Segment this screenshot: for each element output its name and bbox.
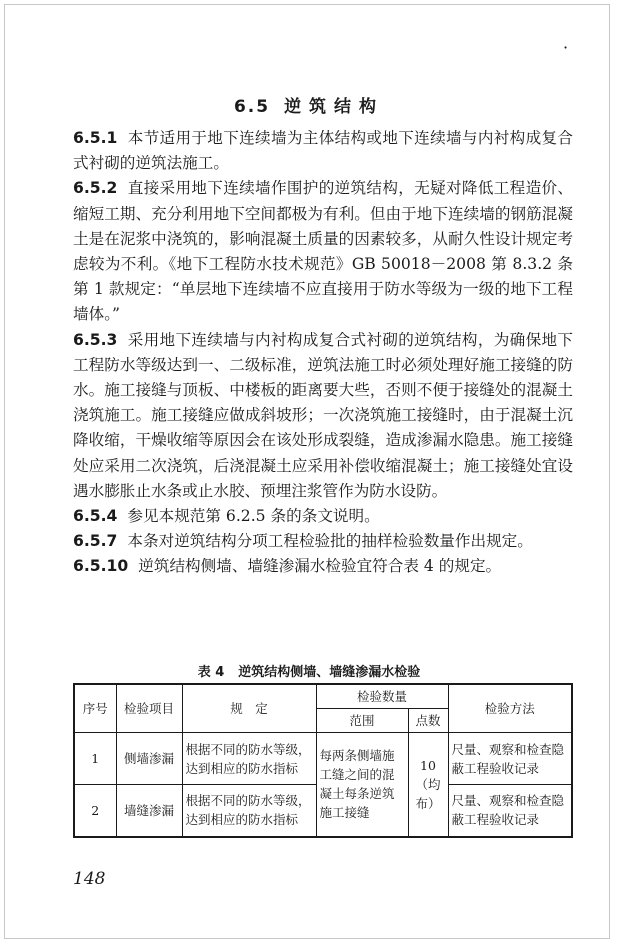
cell-item: 墙缝渗漏	[116, 785, 182, 837]
table-number: 表 4	[197, 665, 225, 680]
header-points: 点数	[408, 709, 448, 733]
cell-rule: 根据不同的防水等级，达到相应的防水指标	[182, 785, 316, 837]
table-header-row	[74, 684, 572, 709]
clause-number: 6.5.2	[73, 179, 118, 198]
header-range: 范围	[316, 709, 408, 733]
header-qty: 检验数量	[316, 684, 448, 709]
scan-mark: ·	[563, 38, 569, 57]
section-number: 6.5	[233, 97, 271, 117]
section-title: 逆筑结构	[284, 97, 385, 117]
page-number: 148	[73, 869, 106, 889]
clause-paragraph	[73, 529, 573, 554]
clause-paragraph	[73, 126, 573, 176]
clause-paragraph	[73, 504, 573, 529]
clause-number: 6.5.4	[73, 507, 118, 526]
cell-points: 10 （均布）	[408, 733, 448, 837]
cell-method: 尺量、观察和检查隐蔽工程验收记录	[448, 733, 572, 785]
cell-rule: 根据不同的防水等级，达到相应的防水指标	[182, 733, 316, 785]
clause-number: 6.5.1	[73, 129, 118, 147]
header-item: 检验项目	[116, 684, 182, 733]
table-title: 逆筑结构侧墙、墙缝渗漏水检验	[238, 665, 421, 680]
table-row	[74, 733, 572, 785]
table-caption	[0, 661, 618, 680]
clause-number: 6.5.10	[73, 557, 129, 576]
clause-text: 采用地下连续墙与内衬构成复合式衬砌的逆筑结构，为确保地下工程防水等级达到一、二级标准，逆筑法施工时必须处理好施工接缝的防水。施工接缝与顶板、中楼板的距离要大些，否则不便于接缝处的混凝土浇筑施工。施工接缝应做成斜坡形；一次浇筑施工接缝时，由于混凝土沉降收缩，干燥收缩等原因会在该处形成裂缝，造成渗漏水隐患。施工接缝处应采用二次浇筑，后浇混凝土应采用补偿收缩混凝土；施工接缝处宜设遇水膨胀止水条或止水胶、预埋注浆管作为防水设防。	[73, 330, 573, 500]
cell-method: 尺量、观察和检查隐蔽工程验收记录	[448, 785, 572, 837]
clause-text: 直接采用地下连续墙作围护的逆筑结构，无疑对降低工程造价、缩短工期、充分利用地下空间都极为有利。但由于地下连续墙的钢筋混凝土是在泥浆中浇筑的，影响混凝土质量的因素较多，从耐久性设计规定考虑较为不利。《地下工程防水技术规范》GB 50018－2008 第 8.3.2 条第 1 款规定：“单层地下连续墙不应直接用于防水等级为一级的地下工程墙体。”	[73, 179, 573, 324]
cell-item: 侧墙渗漏	[116, 733, 182, 785]
cell-seq: 1	[74, 733, 116, 785]
clause-text: 参见本规范第 6.2.5 条的条文说明。	[127, 507, 380, 526]
cell-seq: 2	[74, 785, 116, 837]
header-method: 检验方法	[448, 684, 572, 733]
inspection-table	[73, 683, 573, 838]
section-heading	[0, 92, 618, 117]
cell-range: 每两条侧墙施工缝之间的混凝土每条逆筑施工接缝	[316, 733, 408, 837]
clause-number: 6.5.3	[73, 330, 118, 349]
clause-text: 本条对逆筑结构分项工程检验批的抽样检验数量作出规定。	[127, 532, 533, 551]
header-seq: 序号	[74, 684, 116, 733]
clause-text: 本节适用于地下连续墙为主体结构或地下连续墙与内衬构成复合式衬砌的逆筑法施工。	[73, 129, 573, 173]
clause-paragraph	[73, 176, 573, 327]
clause-text: 逆筑结构侧墙、墙缝渗漏水检验宜符合表 4 的规定。	[138, 557, 502, 576]
clause-number: 6.5.7	[73, 532, 118, 551]
clause-paragraph	[73, 328, 573, 504]
clause-paragraph	[73, 554, 573, 579]
header-rule: 规 定	[182, 684, 316, 733]
clauses-body	[73, 126, 573, 580]
